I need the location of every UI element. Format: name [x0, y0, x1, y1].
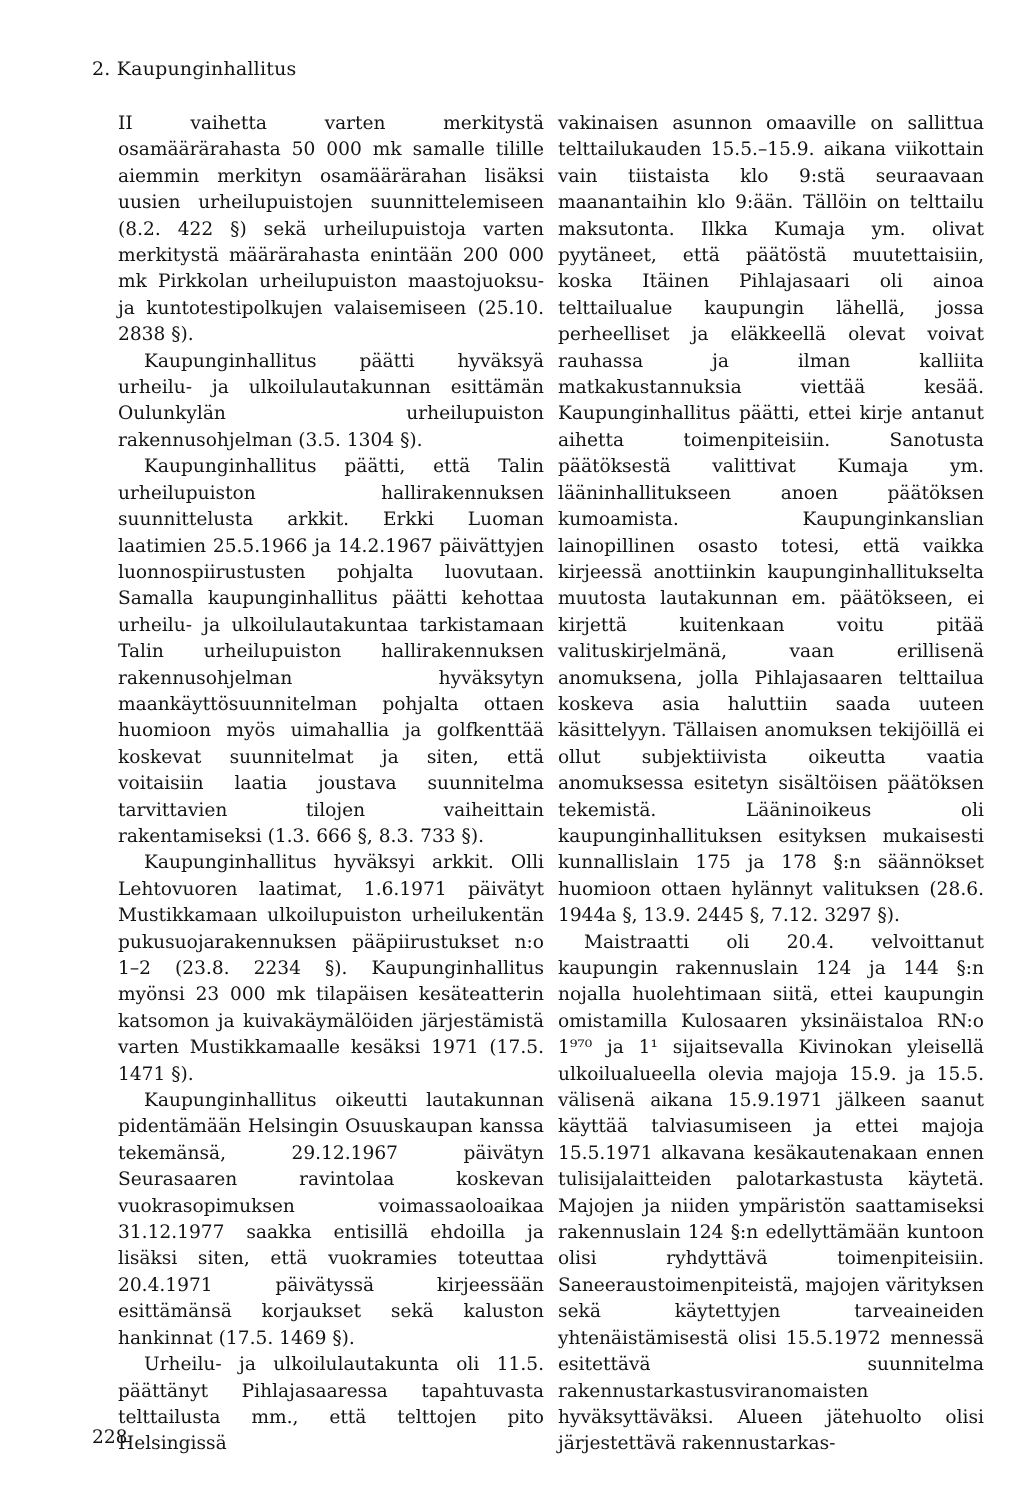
right-column: [558, 111, 984, 1458]
paragraph: Kaupunginhallitus päätti, että Talin urheilupuiston hallirakennuksen suunnittelusta arkkit. Erkki Luoman laatimien 25.5.1966 ja 14.2.1967 päivättyjen luonnospiirustusten pohjalta luovutaan. Samalla kaupunginhallitus päätti kehottaa urheilu- ja ulkoilulautakuntaa tarkistamaan Talin urheilupuiston hallirakennuksen rakennusohjelman hyväksytyn maankäyttösuunnitelman pohjalta ottaen huomioon myös uimahallia ja golfkenttää koskevat suunnitelmat ja siten, että voitaisiin laatia joustava suunnitelma tarvittavien tilojen vaiheittain rakentamiseksi (1.3. 666 §, 8.3. 733 §).: [118, 456, 544, 847]
paragraph: Kaupunginhallitus hyväksyi arkkit. Olli Lehtovuoren laatimat, 1.6.1971 päivätyt Mustikkamaan ulkoilupuiston urheilukentän pukusuojarakennuksen pääpiirustukset n:o 1–2 (23.8. 2234 §). Kaupunginhallitus myönsi 23 000 mk tilapäisen kesäteatterin katsomon ja kuivakäymälöiden järjestämistä varten Mustikkamaalle kesäksi 1971 (17.5. 1471 §).: [118, 852, 544, 1085]
paragraph: vakinaisen asunnon omaaville on sallittua telttailukauden 15.5.–15.9. aikana viikottain vain tiistaista klo 9:stä seuraavaan maanantaihin klo 9:ään. Tällöin on telttailu maksutonta. Ilkka Kumaja ym. olivat pyytäneet, että päätöstä muutettaisiin, koska Itäinen Pihlajasaari oli ainoa telttailualue kaupungin lähellä, jossa perheelliset ja eläkkeellä olevat voivat rauhassa ja ilman kalliita matkakustannuksia viettää kesää. Kaupunginhallitus päätti, ettei kirje antanut aihetta toimenpiteisiin. Sanotusta päätöksestä valittivat Kumaja ym. lääninhallitukseen anoen päätöksen kumoamista. Kaupunginkanslian lainopillinen osasto totesi, että vaikka kirjeessä anottiinkin kaupunginhallitukselta muutosta lautakunnan em. päätökseen, ei kirjettä kuitenkaan voitu pitää valituskirjelmänä, vaan erillisenä anomuksena, jolla Pihlajasaaren telttailua koskeva asia haluttiin saada uuteen käsittelyyn. Tällaisen anomuksen tekijöillä ei ollut subjektiivista oikeutta vaatia anomuksessa esitetyn sisältöisen päätöksen tekemistä. Lääninoikeus oli kaupunginhallituksen esityksen mukaisesti kunnallislain 175 ja 178 §:n säännökset huomioon ottaen hylännyt valituksen (28.6. 1944a §, 13.9. 2445 §, 7.12. 3297 §).: [558, 113, 984, 927]
paragraph: Kaupunginhallitus oikeutti lautakunnan pidentämään Helsingin Osuuskaupan kanssa tekemänsä, 29.12.1967 päivätyn Seurasaaren ravintolaa koskevan vuokrasopimuksen voimassaoloaikaa 31.12.1977 saakka entisillä ehdoilla ja lisäksi siten, että vuokramies toteuttaa 20.4.1971 päivätyssä kirjeessään esittämänsä korjaukset sekä kaluston hankinnat (17.5. 1469 §).: [118, 1090, 544, 1349]
running-head: 2. Kaupunginhallitus: [92, 58, 297, 80]
paragraph: Maistraatti oli 20.4. velvoittanut kaupungin rakennuslain 124 ja 144 §:n nojalla huolehtimaan siitä, ettei kaupungin omistamilla Kulosaaren yksinäistaloa RN:o 1⁹⁷⁰ ja 1¹ sijaitsevalla Kivinokan yleisellä ulkoilualueella olevia majoja 15.9. ja 15.5. välisenä aikana 15.9.1971 jälkeen saanut käyttää talviasumiseen ja ettei majoja 15.5.1971 alkavana kesäkautenakaan ennen tulisijalaitteiden palotarkastusta käytetä. Majojen ja niiden ympäristön saattamiseksi rakennuslain 124 §:n edellyttämään kuntoon olisi ryhdyttävä toimenpiteisiin. Saneeraustoimenpiteistä, majojen värityksen sekä käytettyjen tarveaineiden yhtenäistämisestä olisi 15.5.1972 mennessä esitettävä suunnitelma rakennustarkastusviranomaisten hyväksyttäväksi. Alueen jätehuolto olisi järjestettävä rakennustarkas-: [558, 931, 984, 1455]
paragraph: Urheilu- ja ulkoilulautakunta oli 11.5. päättänyt Pihlajasaaressa tapahtuvasta telttailusta mm., että telttojen pito Helsingissä: [118, 1354, 544, 1455]
paragraph: II vaihetta varten merkitystä osamäärärahasta 50 000 mk samalle tilille aiemmin merkityn osamäärärahan lisäksi uusien urheilupuistojen suunnittelemiseen (8.2. 422 §) sekä urheilupuistoja varten merkitystä määrärahasta enintään 200 000 mk Pirkkolan urheilupuiston maastojuoksu- ja kuntotestipolkujen valaisemiseen (25.10. 2838 §).: [118, 113, 544, 346]
page-number: 228: [92, 1427, 128, 1448]
left-column: [118, 111, 544, 1458]
paragraph: Kaupunginhallitus päätti hyväksyä urheilu- ja ulkoilulautakunnan esittämän Oulunkylän urheilupuiston rakennusohjelman (3.5. 1304 §).: [118, 350, 544, 451]
